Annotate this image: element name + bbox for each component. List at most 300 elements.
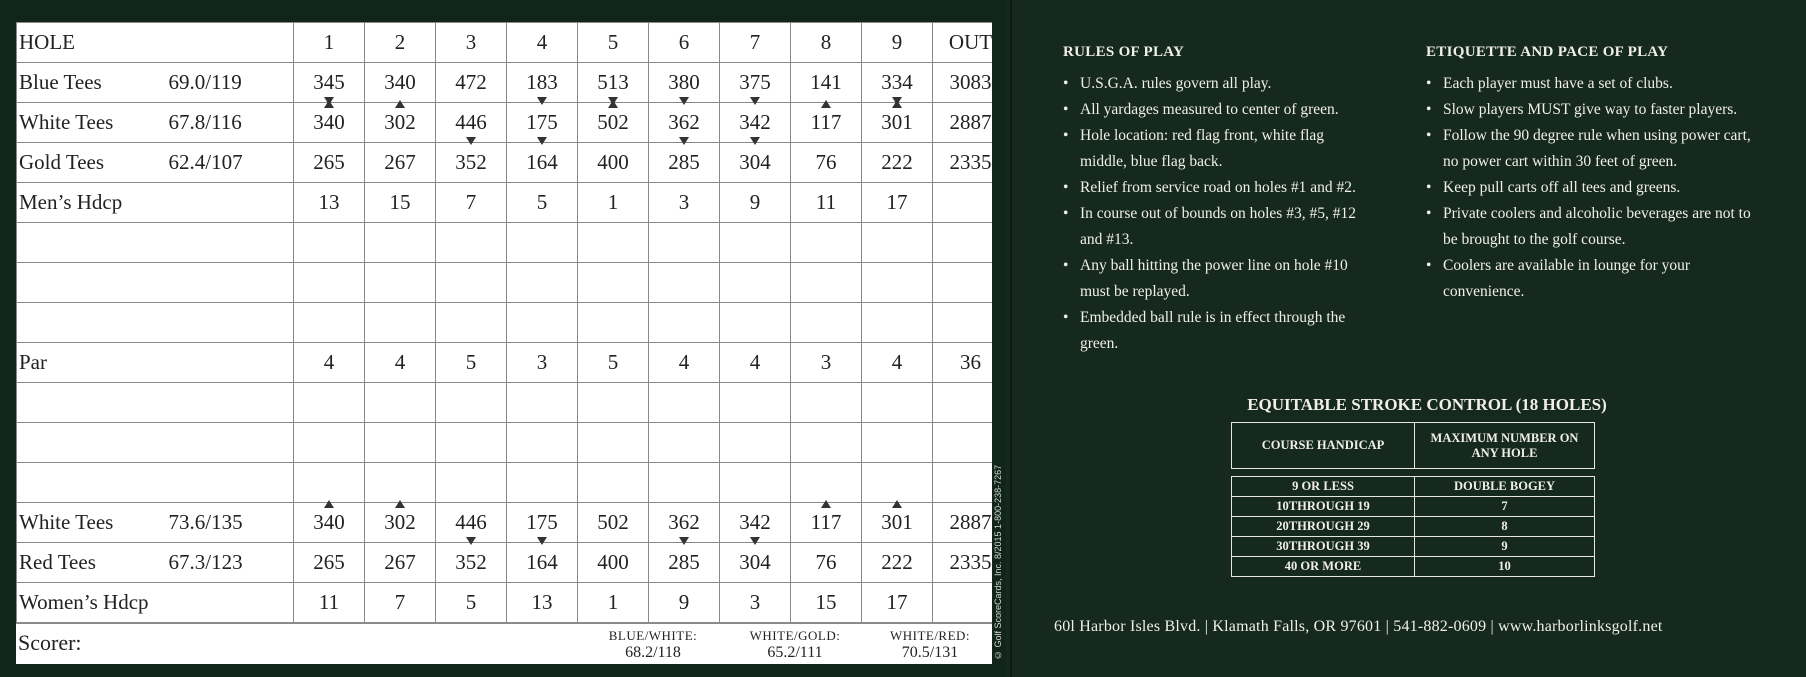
score-cell [365,223,436,263]
score-cell [365,383,436,423]
score-cell [294,183,365,223]
row-name: Men’s Hdcp [17,183,167,223]
scorecard-table [16,22,992,623]
score-cell [436,343,507,383]
cell-value: 117 [810,110,842,134]
flag-marker-up-icon [324,500,334,508]
cell-value: 2335 [949,150,992,174]
esc-row [1232,557,1595,577]
score-cell [365,63,436,103]
score-cell [791,583,862,623]
score-row [17,463,993,503]
row-name: Blue Tees [17,63,167,103]
cell-value: 265 [313,550,345,574]
row-rating: 67.3/123 [167,543,294,583]
etiquette-item: • Coolers are available in lounge for your convenience. [1426,253,1766,305]
score-cell [507,503,578,543]
hole-number: 3 [436,23,507,63]
etiquette-item: • Keep pull carts off all tees and greens. [1426,175,1766,201]
cell-value: 164 [526,150,558,174]
row-rating [167,423,294,463]
score-cell [436,303,507,343]
score-cell [578,423,649,463]
score-cell [294,583,365,623]
cell-value: 375 [739,70,771,94]
hole-number: 2 [365,23,436,63]
score-cell [862,303,933,343]
rules-title: RULES OF PLAY [1063,44,1185,60]
etiquette-item: • Follow the 90 degree rule when using power cart, no power cart within 30 feet of green. [1426,123,1766,175]
score-cell [507,143,578,183]
score-cell [365,103,436,143]
cell-value: 222 [881,150,913,174]
flag-marker-up-icon [608,100,618,108]
cell-value: 141 [810,70,842,94]
slope-value: 65.2/111 [767,644,823,661]
slope-white-red [872,627,988,661]
score-cell [578,543,649,583]
esc-handicap: 40 OR MORE [1232,557,1415,577]
cell-value: 502 [597,510,629,534]
score-cell [791,383,862,423]
score-cell [862,223,933,263]
score-cell [649,383,720,423]
score-cell [294,543,365,583]
cell-value: 4 [749,350,761,374]
score-cell [578,63,649,103]
score-cell [791,503,862,543]
hole-row [17,23,993,63]
row-name: Red Tees [17,543,167,583]
score-cell [791,423,862,463]
cell-value: 3083 [949,70,992,94]
score-row [17,383,993,423]
score-cell [507,303,578,343]
cell-value: 36 [960,350,981,374]
cell-value: 352 [455,550,487,574]
score-cell [791,223,862,263]
score-cell [933,343,993,383]
esc-title: EQUITABLE STROKE CONTROL (18 HOLES) [1247,395,1607,414]
cell-value: 400 [597,550,629,574]
rules-item: • Hole location: red flag front, white flag middle, blue flag back. [1063,123,1363,175]
row-rating: 69.0/119 [167,63,294,103]
score-cell [862,103,933,143]
score-cell [578,463,649,503]
score-row [17,303,993,343]
row-name: White Tees [17,103,167,143]
score-cell [720,183,791,223]
row-name [17,303,167,343]
rules-item: • Embedded ball rule is in effect through the green. [1063,305,1363,357]
score-cell [436,143,507,183]
esc-row [1232,537,1595,557]
score-row [17,63,993,103]
score-cell [436,503,507,543]
score-cell [365,463,436,503]
cell-value: 2887 [949,110,992,134]
rules-item: • U.S.G.A. rules govern all play. [1063,71,1363,97]
rules-item: • In course out of bounds on holes #3, #5, #12 and #13. [1063,201,1363,253]
score-cell [933,383,993,423]
cell-value: 15 [815,590,837,614]
flag-marker-up-icon [821,500,831,508]
row-name [17,383,167,423]
score-cell [294,223,365,263]
cell-value: 3 [536,350,548,374]
esc-row [1232,497,1595,517]
row-name [17,423,167,463]
score-cell [862,183,933,223]
esc-row [1232,477,1595,497]
score-cell [578,223,649,263]
score-cell [649,183,720,223]
score-cell [933,503,993,543]
rules-list [1063,71,1363,357]
score-cell [649,423,720,463]
score-row [17,543,993,583]
score-cell [720,543,791,583]
etiquette-item: • Private coolers and alcoholic beverages are not to be brought to the golf course. [1426,201,1766,253]
score-cell [791,303,862,343]
cell-value: 9 [749,190,761,214]
score-row [17,183,993,223]
row-rating [167,183,294,223]
score-cell [365,583,436,623]
cell-value: 164 [526,550,558,574]
score-cell [649,103,720,143]
score-cell [933,583,993,623]
cell-value: 76 [815,550,837,574]
cell-value: 340 [313,110,345,134]
slope-value: 68.2/118 [625,644,681,661]
score-cell [294,423,365,463]
row-rating [167,263,294,303]
score-cell [294,263,365,303]
hole-number: 8 [791,23,862,63]
score-cell [862,463,933,503]
hole-number: 6 [649,23,720,63]
score-cell [933,303,993,343]
score-cell [720,343,791,383]
etiquette-item: • Slow players MUST give way to faster players. [1426,97,1766,123]
cell-value: 380 [668,70,700,94]
score-cell [933,463,993,503]
score-cell [933,63,993,103]
slope-value: 70.5/131 [901,644,959,661]
score-cell [791,143,862,183]
score-cell [436,543,507,583]
score-cell [436,183,507,223]
score-cell [649,63,720,103]
score-cell [791,343,862,383]
score-cell [720,383,791,423]
score-cell [720,143,791,183]
cell-value: 1 [607,590,619,614]
cell-value: 5 [465,350,477,374]
cell-value: 352 [455,150,487,174]
score-cell [862,343,933,383]
score-cell [862,583,933,623]
score-cell [294,463,365,503]
rules-item: • Any ball hitting the power line on hole #10 must be replayed. [1063,253,1363,305]
score-row [17,263,993,303]
row-rating [167,223,294,263]
slope-white-gold [730,627,860,661]
esc-row [1232,517,1595,537]
score-cell [507,543,578,583]
esc-header-table [1231,422,1595,469]
row-rating [167,343,294,383]
score-cell [507,263,578,303]
cell-value: 304 [739,150,771,174]
score-cell [436,263,507,303]
cell-value: 301 [881,110,913,134]
cell-value: 4 [891,350,903,374]
cell-value: 7 [465,190,477,214]
cell-value: 2335 [949,550,992,574]
score-cell [720,423,791,463]
row-name: White Tees [17,503,167,543]
esc-handicap: 9 OR LESS [1232,477,1415,497]
row-rating [167,583,294,623]
score-cell [365,343,436,383]
score-cell [294,143,365,183]
score-cell [365,503,436,543]
cell-value: 5 [465,590,477,614]
score-cell [578,383,649,423]
hole-number: 5 [578,23,649,63]
score-cell [933,103,993,143]
score-row [17,423,993,463]
cell-value: 117 [810,510,842,534]
score-cell [578,183,649,223]
score-cell [578,303,649,343]
flag-marker-up-icon [821,100,831,108]
score-cell [649,503,720,543]
score-cell [720,583,791,623]
slope-blue-white [594,627,712,661]
score-row [17,143,993,183]
score-cell [862,63,933,103]
cell-value: 342 [739,110,771,134]
cell-value: 17 [886,190,908,214]
rules-item: • All yardages measured to center of green. [1063,97,1363,123]
row-name: Gold Tees [17,143,167,183]
esc-header-handicap: COURSE HANDICAP [1232,423,1415,469]
score-cell [578,263,649,303]
cell-value: 175 [526,110,558,134]
score-cell [720,303,791,343]
score-cell [294,343,365,383]
address-line: 60l Harbor Isles Blvd. | Klamath Falls, OR 97601 | 541-882-0609 | www.harborlinksgolf.net [1054,618,1663,635]
score-cell [649,303,720,343]
score-cell [578,143,649,183]
score-cell [933,223,993,263]
row-name: Par [17,343,167,383]
score-row [17,583,993,623]
etiquette-item: • Each player must have a set of clubs. [1426,71,1766,97]
esc-table [1231,476,1595,577]
cell-value: 267 [384,150,416,174]
row-name [17,223,167,263]
cell-value: 285 [668,550,700,574]
flag-marker-up-icon [892,100,902,108]
score-cell [507,343,578,383]
cell-value: 76 [815,150,837,174]
rules-item: • Relief from service road on holes #1 and #2. [1063,175,1363,201]
slope-label: WHITE/RED: [889,628,971,643]
score-cell [436,223,507,263]
hole-number: 4 [507,23,578,63]
score-cell [791,543,862,583]
score-cell [720,223,791,263]
flag-marker-up-icon [395,100,405,108]
cell-value: 17 [886,590,908,614]
row-rating [167,383,294,423]
score-cell [436,423,507,463]
row-rating [167,463,294,503]
score-cell [791,183,862,223]
hole-number: OUT [933,23,993,63]
cell-value: 13 [531,590,553,614]
cell-value: 340 [384,70,416,94]
score-row [17,103,993,143]
esc-header-max: MAXIMUM NUMBER ON ANY HOLE [1415,423,1595,469]
score-cell [365,263,436,303]
cell-value: 334 [881,70,913,94]
score-cell [720,263,791,303]
score-cell [578,343,649,383]
row-rating [167,303,294,343]
score-cell [720,63,791,103]
cell-value: 7 [394,590,406,614]
score-cell [933,423,993,463]
score-row [17,503,993,543]
cell-value: 302 [384,110,416,134]
score-cell [791,463,862,503]
score-cell [365,303,436,343]
scorer-row [16,623,992,664]
score-cell [933,543,993,583]
score-cell [507,223,578,263]
cell-value: 1 [607,190,619,214]
cell-value: 11 [318,590,340,614]
score-cell [578,103,649,143]
score-cell [649,143,720,183]
score-row [17,223,993,263]
score-cell [294,503,365,543]
score-cell [791,63,862,103]
cell-value: 345 [313,70,345,94]
hole-number: 9 [862,23,933,63]
cell-value: 302 [384,510,416,534]
row-name [17,263,167,303]
esc-handicap: 20THROUGH 29 [1232,517,1415,537]
scorer-label: Scorer: [18,630,82,655]
cell-value: 342 [739,510,771,534]
score-cell [791,263,862,303]
row-rating: 62.4/107 [167,143,294,183]
cell-value: 502 [597,110,629,134]
score-cell [436,583,507,623]
flag-marker-up-icon [892,500,902,508]
esc-max: 9 [1415,537,1595,557]
slope-label: BLUE/WHITE: [608,628,698,643]
cell-value: 267 [384,550,416,574]
row-name: Women’s Hdcp [17,583,167,623]
cell-value: 183 [526,70,558,94]
cell-value: 513 [597,70,629,94]
cell-value: 3 [749,590,761,614]
cell-value: 340 [313,510,345,534]
score-cell [294,63,365,103]
score-cell [578,583,649,623]
score-cell [507,383,578,423]
score-cell [649,263,720,303]
score-cell [507,63,578,103]
esc-max: DOUBLE BOGEY [1415,477,1595,497]
score-cell [507,423,578,463]
cell-value: 3 [678,190,690,214]
info-panel [1012,0,1806,677]
row-rating: 67.8/116 [167,103,294,143]
score-cell [862,383,933,423]
esc-handicap: 10THROUGH 19 [1232,497,1415,517]
score-cell [720,463,791,503]
cell-value: 304 [739,550,771,574]
cell-value: 285 [668,150,700,174]
score-cell [862,503,933,543]
score-cell [507,583,578,623]
cell-value: 3 [820,350,832,374]
score-cell [365,183,436,223]
flag-marker-up-icon [395,500,405,508]
score-cell [507,103,578,143]
score-cell [365,423,436,463]
cell-value: 400 [597,150,629,174]
flag-marker-up-icon [324,100,334,108]
scorecard [16,22,992,664]
esc-max: 7 [1415,497,1595,517]
score-cell [933,143,993,183]
score-cell [720,103,791,143]
score-cell [507,463,578,503]
score-cell [294,303,365,343]
cell-value: 362 [668,510,700,534]
cell-value: 4 [394,350,406,374]
score-cell [649,583,720,623]
etiquette-list [1426,71,1766,305]
score-cell [578,503,649,543]
score-cell [862,423,933,463]
esc-handicap: 30THROUGH 39 [1232,537,1415,557]
score-cell [862,263,933,303]
hole-number: 1 [294,23,365,63]
cell-value: 4 [323,350,335,374]
score-cell [436,63,507,103]
printer-credit: © Golf ScoreCards, Inc. 8/2015 1-800-238-7267 [993,464,1003,660]
cell-value: 265 [313,150,345,174]
cell-value: 13 [318,190,340,214]
cell-value: 472 [455,70,487,94]
score-cell [436,463,507,503]
score-cell [294,103,365,143]
score-row [17,343,993,383]
score-cell [720,503,791,543]
hole-label: HOLE [17,23,294,63]
cell-value: 446 [455,510,487,534]
